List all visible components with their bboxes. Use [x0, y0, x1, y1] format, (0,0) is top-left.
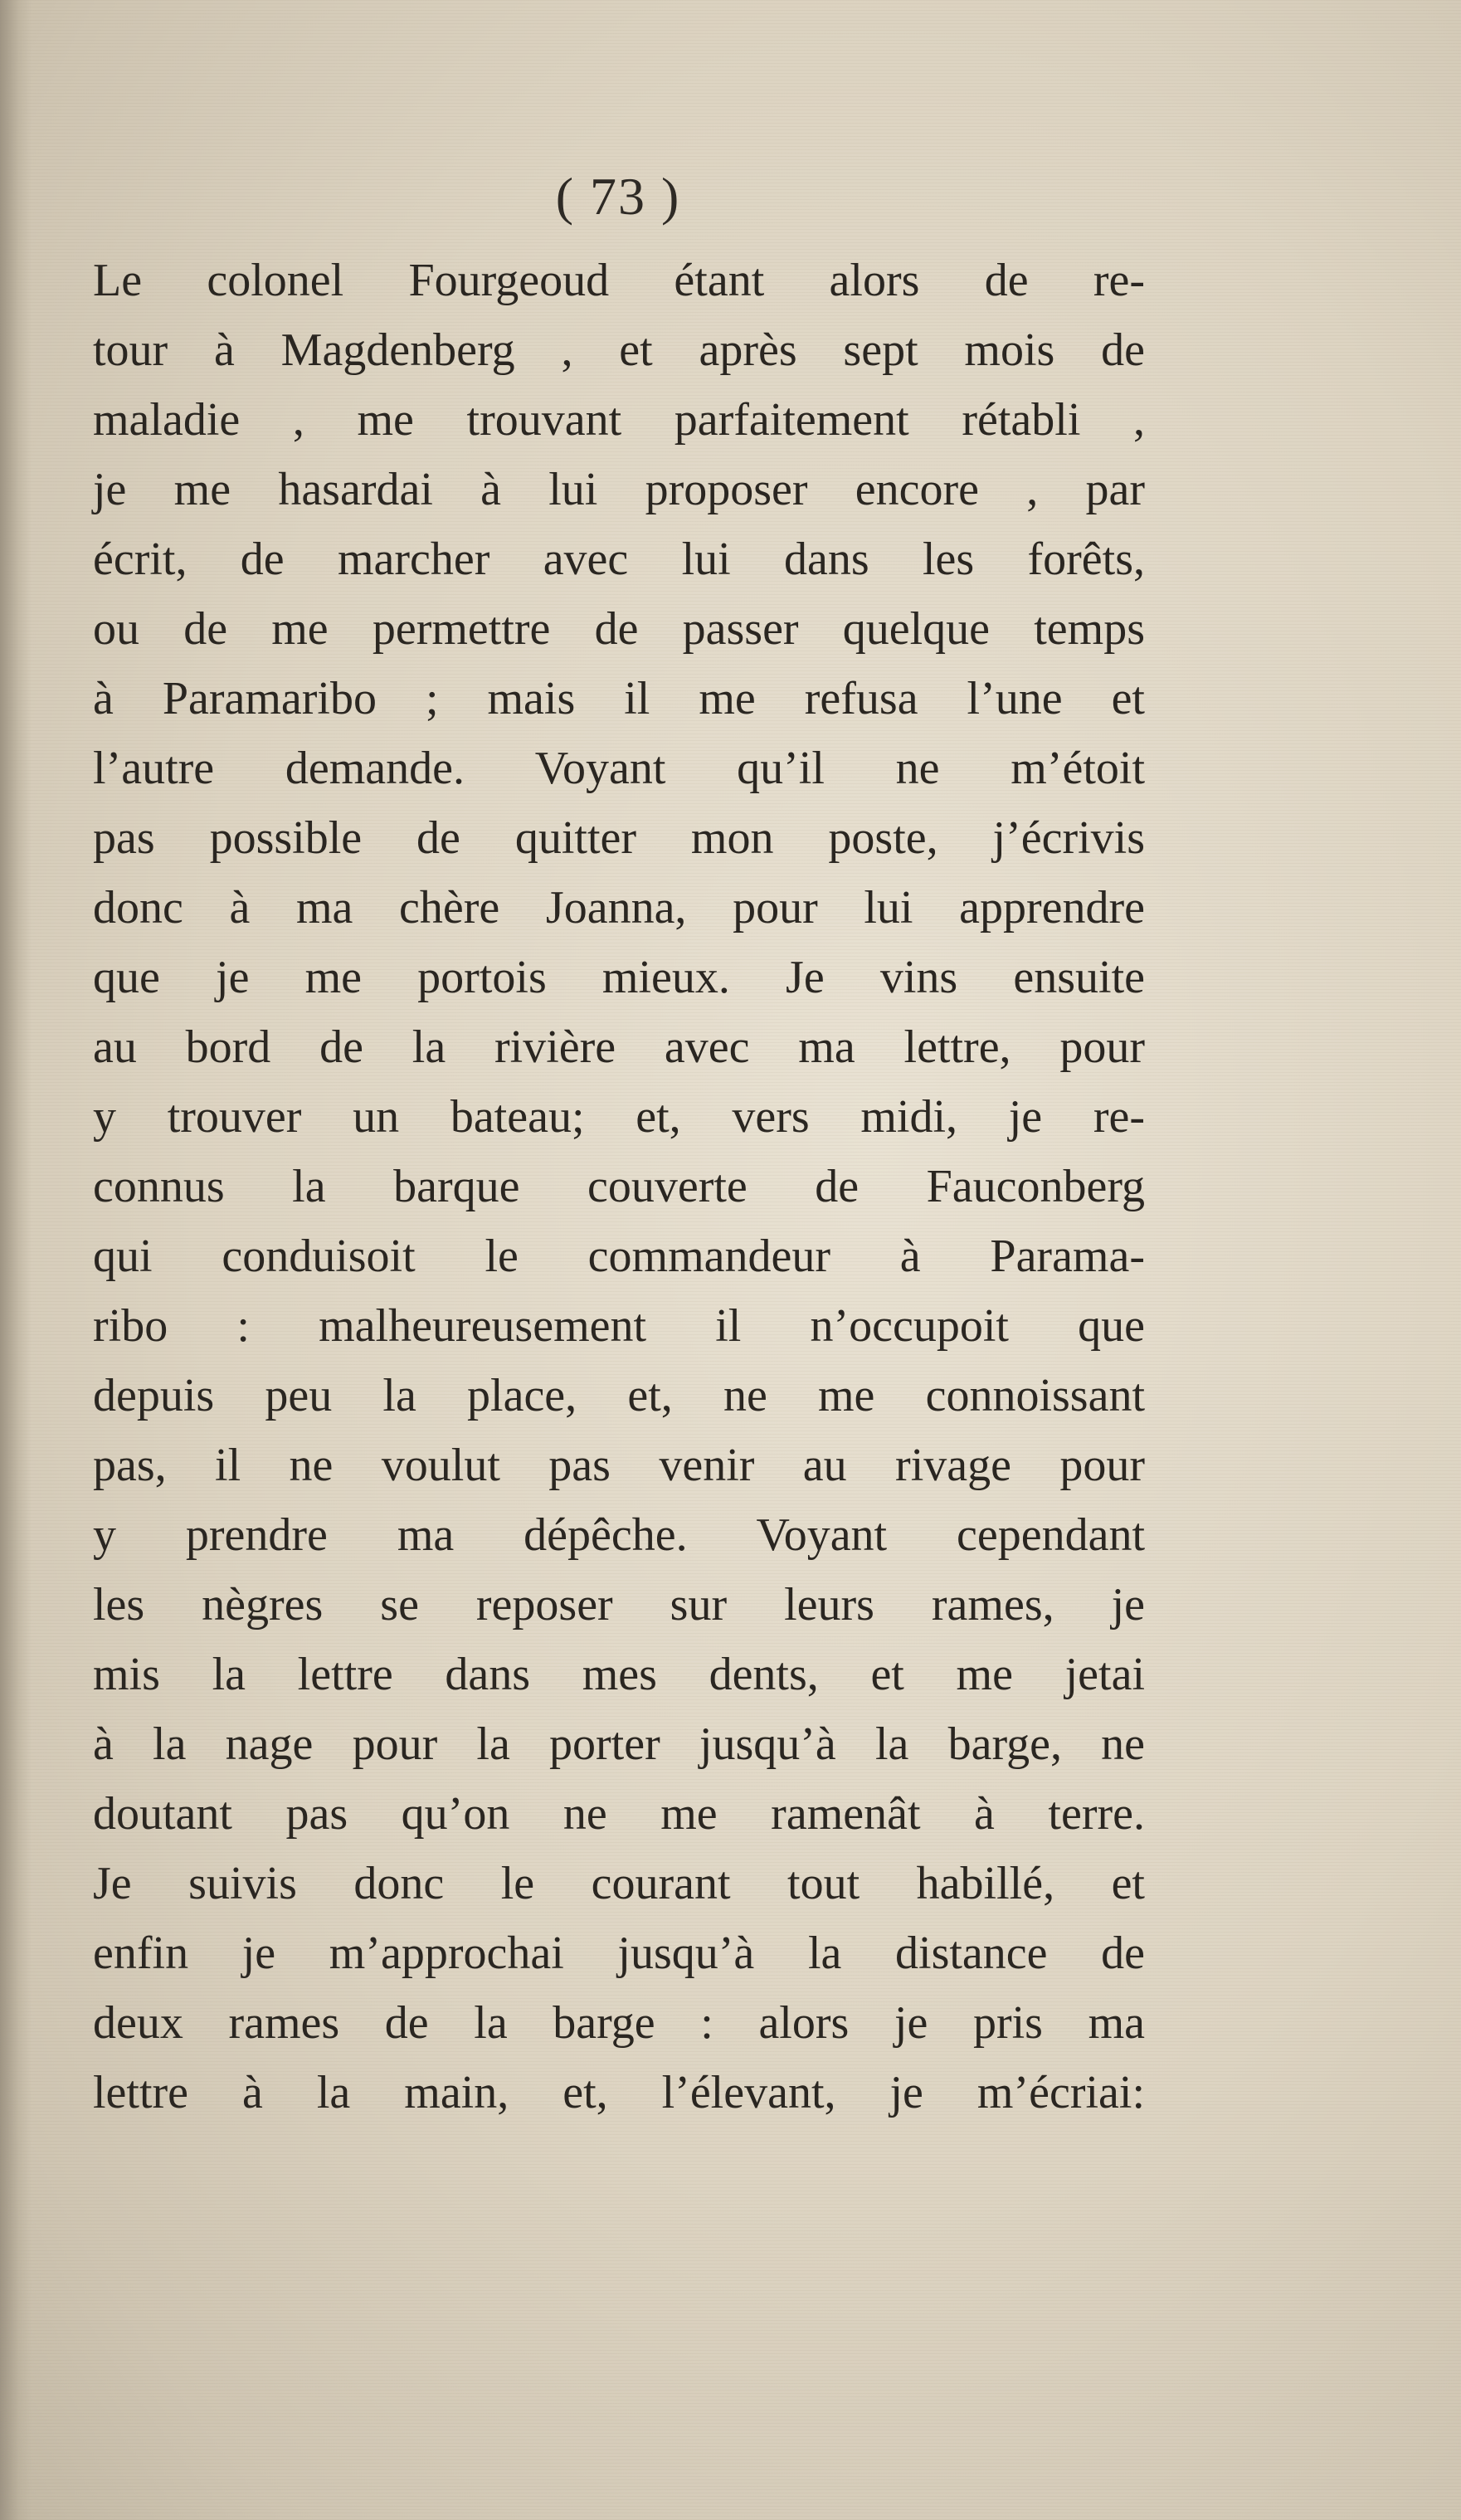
text-line: au bord de la rivière avec ma lettre, pour [93, 1021, 1145, 1073]
text-line: écrit, de marcher avec lui dans les forêts, [93, 534, 1145, 585]
text-line: ou de me permettre de passer quelque temps [93, 603, 1145, 655]
text-line: deux rames de la barge : alors je pris ma [93, 1997, 1145, 2049]
text-line: l’autre demande. Voyant qu’il ne m’étoit [93, 743, 1145, 794]
text-line: donc à ma chère Joanna, pour lui apprendre [93, 882, 1145, 933]
text-line: les nègres se reposer sur leurs rames, je [93, 1579, 1145, 1630]
text-line: tour à Magdenberg , et après sept mois de [93, 324, 1145, 376]
text-line: à Paramaribo ; mais il me refusa l’une et [93, 673, 1145, 724]
text-line: doutant pas qu’on ne me ramenât à terre. [93, 1788, 1145, 1840]
text-line: lettre à la main, et, l’élevant, je m’écriai: [93, 2067, 1145, 2118]
page-gutter-shadow [0, 0, 32, 2520]
text-line: y trouver un bateau; et, vers midi, je re- [93, 1091, 1145, 1143]
text-line: maladie , me trouvant parfaitement rétabli , [93, 394, 1145, 446]
body-text [93, 246, 1145, 2128]
text-line: depuis peu la place, et, ne me connoissant [93, 1370, 1145, 1421]
text-line: à la nage pour la porter jusqu’à la barge, ne [93, 1718, 1145, 1770]
text-line: enfin je m’approchai jusqu’à la distance de [93, 1928, 1145, 1979]
page-number: ( 73 ) [555, 167, 681, 226]
text-line: je me hasardai à lui proposer encore , par [93, 464, 1145, 515]
text-line: que je me portois mieux. Je vins ensuite [93, 952, 1145, 1003]
text-line: ribo : malheureusement il n’occupoit que [93, 1300, 1145, 1352]
text-line: qui conduisoit le commandeur à Parama- [93, 1231, 1145, 1282]
text-line: pas, il ne voulut pas venir au rivage pour [93, 1440, 1145, 1491]
text-line: mis la lettre dans mes dents, et me jetai [93, 1649, 1145, 1700]
text-line: Le colonel Fourgeoud étant alors de re- [93, 255, 1145, 306]
text-line: y prendre ma dépêche. Voyant cependant [93, 1509, 1145, 1561]
text-line: pas possible de quitter mon poste, j’écrivis [93, 812, 1145, 864]
text-line: connus la barque couverte de Fauconberg [93, 1161, 1145, 1212]
text-line: Je suivis donc le courant tout habillé, et [93, 1858, 1145, 1909]
